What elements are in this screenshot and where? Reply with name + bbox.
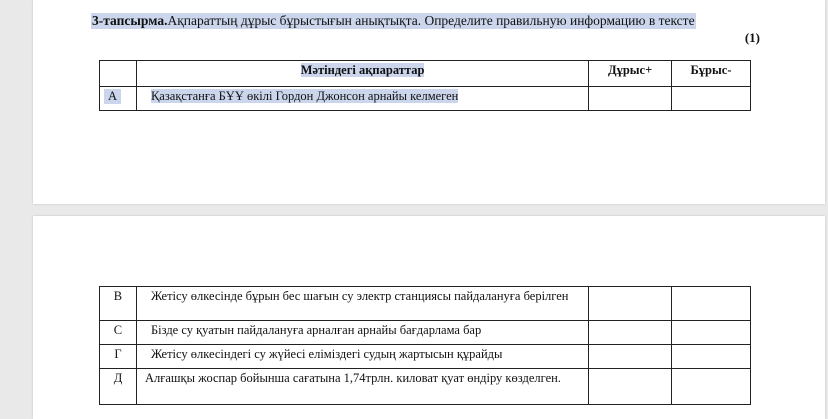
- row-true-cell[interactable]: [589, 87, 672, 111]
- row-letter: Г: [114, 347, 122, 361]
- header-false-label: Бұрыс-: [690, 63, 732, 77]
- row-true-cell[interactable]: [589, 321, 672, 345]
- row-false-cell[interactable]: [672, 345, 751, 369]
- row-letter-cell: [100, 287, 137, 321]
- table-row: [100, 287, 751, 321]
- header-true-cell: [589, 61, 672, 87]
- row-letter-cell: [100, 345, 137, 369]
- header-info-label: Мәтіндегі ақпараттар: [300, 63, 425, 77]
- row-true-cell[interactable]: [589, 345, 672, 369]
- table-header-row: [100, 61, 751, 87]
- row-letter: Д: [113, 371, 123, 385]
- table-row: [100, 321, 751, 345]
- info-table-part2: [99, 286, 751, 405]
- header-info-cell: [136, 61, 588, 87]
- task-score: (1): [744, 30, 760, 45]
- row-letter-cell: [100, 369, 137, 405]
- document-page-2: [33, 216, 825, 419]
- row-false-cell[interactable]: [672, 87, 751, 111]
- row-text: Алғашқы жоспар бойынша сағатына 1,74трлн. киловат қуат өндіру көзделген.: [144, 371, 561, 385]
- row-letter: В: [113, 289, 123, 303]
- row-true-cell[interactable]: [589, 369, 672, 405]
- table-row: [100, 345, 751, 369]
- task-number: 3-тапсырма.: [92, 13, 168, 28]
- row-false-cell[interactable]: [672, 287, 751, 321]
- row-text-cell: [136, 287, 588, 321]
- header-true-label: Дұрыс+: [607, 63, 653, 77]
- row-false-cell[interactable]: [672, 369, 751, 405]
- header-false-cell: [672, 61, 751, 87]
- row-text-cell: [136, 345, 588, 369]
- row-true-cell[interactable]: [589, 287, 672, 321]
- row-text-cell: [136, 369, 588, 405]
- row-false-cell[interactable]: [672, 321, 751, 345]
- info-table-part1: [99, 60, 751, 111]
- task-title: [91, 13, 696, 29]
- row-letter: С: [113, 323, 123, 337]
- document-page-1: [33, 0, 825, 204]
- row-text: Қазақстанға БҰҰ өкілі Гордон Джонсон арнайы келмеген: [150, 89, 459, 103]
- table-row: [100, 87, 751, 111]
- row-text: Бізде су қуатын пайдалануға арналған арнайы бағдарлама бар: [150, 323, 482, 337]
- table-row: [100, 369, 751, 405]
- task-instruction: Ақпараттың дұрыс бұрыстығын анықтықта. Определите правильную информацию в тексте: [167, 13, 695, 28]
- row-letter-cell: [100, 87, 137, 111]
- header-letter-cell: [100, 61, 137, 87]
- row-letter-cell: [100, 321, 137, 345]
- row-text-cell: [136, 87, 588, 111]
- row-text-cell: [136, 321, 588, 345]
- row-text: Жетісу өлкесіндегі су жүйесі еліміздегі судың жартысын құрайды: [150, 347, 503, 361]
- row-letter: А: [104, 89, 121, 104]
- row-text: Жетісу өлкесінде бұрын бес шағын су электр станциясы пайдалануға берілген: [150, 289, 569, 303]
